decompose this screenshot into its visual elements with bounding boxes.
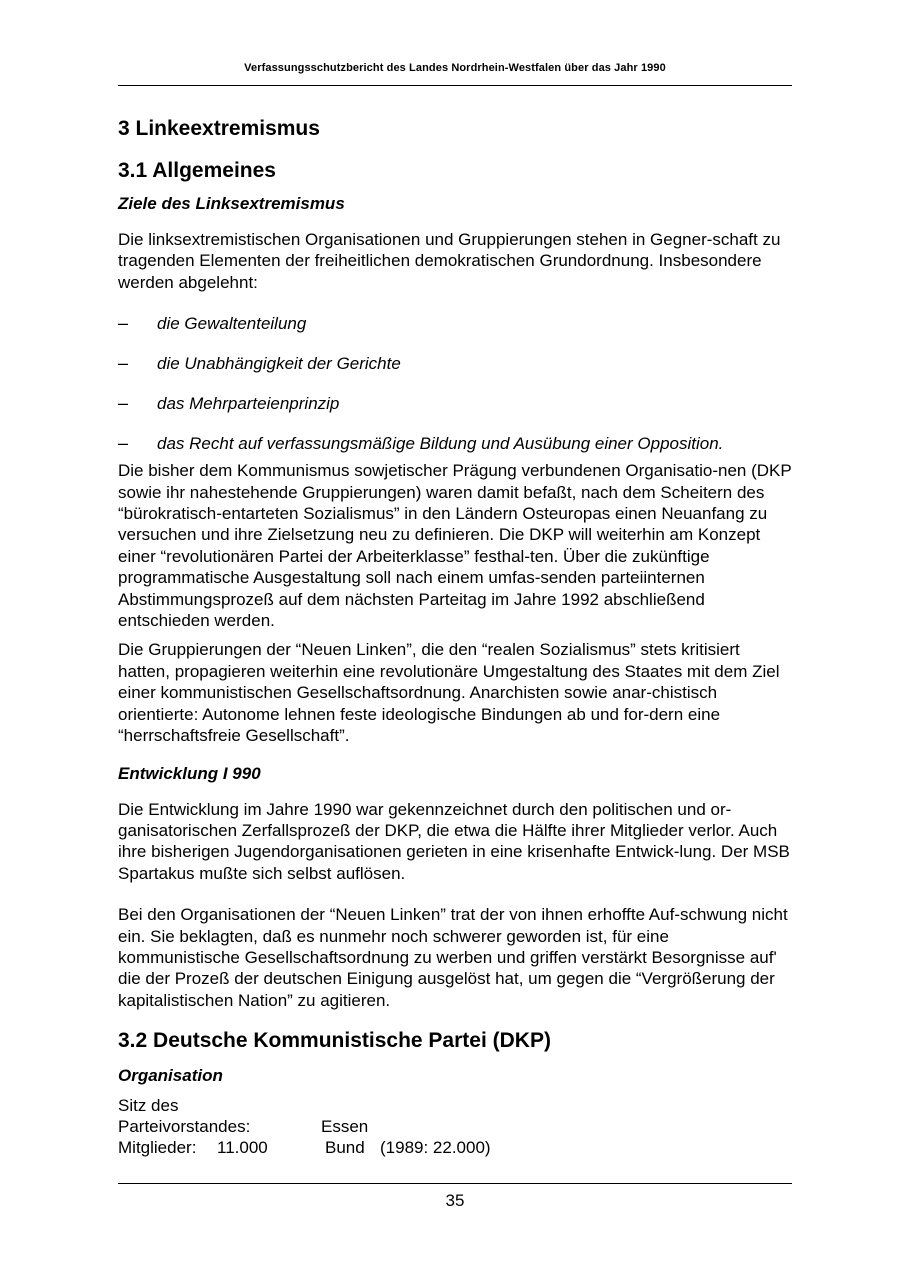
seat-label-line1: Sitz des (118, 1096, 179, 1116)
footer-rule (118, 1183, 792, 1184)
dash-marker: – (118, 393, 129, 414)
org-row-seat (118, 1116, 792, 1137)
members-value: 11.000 (217, 1138, 268, 1158)
members-scope: Bund (325, 1138, 365, 1158)
subheading-development: Entwicklung I 990 (118, 763, 261, 783)
page-number: 35 (445, 1191, 465, 1210)
list-item (118, 353, 792, 374)
section-title-3-2: 3.2 Deutsche Kommunistische Partei (DKP) (118, 1029, 551, 1053)
subheading-goals: Ziele des Linksextremismus (118, 194, 345, 213)
dash-marker: – (118, 353, 129, 374)
org-row-members (118, 1137, 792, 1158)
list-item (118, 313, 792, 334)
list-item (118, 393, 792, 414)
rejected-principles-list (118, 313, 792, 454)
org-row-seat-label (118, 1095, 792, 1116)
members-label: Mitglieder: (118, 1138, 197, 1158)
running-header: Verfassungsschutzbericht des Landes Nordrhein-Westfalen über das Jahr 1990 (244, 62, 666, 74)
organisation-facts (118, 1095, 792, 1158)
header-rule (118, 85, 792, 86)
paragraph-development-2: Bei den Organisationen der “Neuen Linken” trat der von ihnen erhoffte Auf-schwung nicht ein. Sie beklagten, daß es nunmehr noch schwerer geworden ist, für eine kommunistische Gesellschaftsordnung zu werben und griffen verstärkt Besorgnisse auf' die der Prozeß der deutschen Einigung ausgelöst hat, um gegen die “Vergrößerung der kapitalistischen Nation” zu agitieren. (118, 905, 788, 1010)
paragraph-dkp-reorientation: Die bisher dem Kommunismus sowjetischer Prägung verbundenen Organisatio-nen (DKP sowie ihr nahestehende Gruppierungen) waren damit befaßt, nach dem Scheitern des “bürokratisch-entarteten Sozialismus” in den Ländern Osteuropas einen Neuanfang zu versuchen und ihre Zielsetzung neu zu definieren. Die DKP will weiterhin am Konzept einer “revolutionären Partei der Arbeiterklasse” festhal-ten. Über die zukünftige programmatische Ausgestaltung soll nach einem umfas-senden parteiinternen Abstimmungsprozeß auf dem nächsten Parteitag im Jahre 1992 abschließend entschieden werden. (118, 461, 792, 631)
section-title-3-1: 3.1 Allgemeines (118, 159, 276, 182)
paragraph-development-1: Die Entwicklung im Jahre 1990 war gekennzeichnet durch den politischen und or-ganisatorischen Zerfallsprozeß der DKP, die etwa die Hälfte ihrer Mitglieder verlor. Auch ihre bisherigen Jugendorganisationen gerieten in eine krisenhafte Entwick-lung. Der MSB Spartakus mußte sich selbst auflösen. (118, 799, 790, 883)
list-item-text: das Recht auf verfassungsmäßige Bildung und Ausübung einer Opposition. (157, 434, 724, 454)
paragraph-new-left: Die Gruppierungen der “Neuen Linken”, die den “realen Sozialismus” stets kritisiert hatten, propagieren weiterhin eine revolutionäre Umgestaltung des Staates mit dem Ziel einer kommunistischen Gesellschaftsordnung. Anarchisten sowie anar-chistisch orientierte: Autonome lehnen feste ideologische Bindungen ab und for-dern eine “herrschaftsfreie Gesellschaft”. (118, 640, 780, 746)
page-content (118, 115, 792, 1158)
list-item-text: die Gewaltenteilung (157, 314, 307, 334)
seat-value: Essen (321, 1117, 369, 1137)
list-item-text: das Mehrparteienprinzip (157, 394, 340, 414)
members-previous: (1989: 22.000) (380, 1138, 491, 1158)
dash-marker: – (118, 433, 129, 454)
list-item-text: die Unabhängigkeit der Gerichte (157, 354, 401, 374)
list-item (118, 433, 792, 454)
seat-label-line2: Parteivorstandes: (118, 1117, 251, 1137)
intro-paragraph: Die linksextremistischen Organisationen und Gruppierungen stehen in Gegner-schaft zu tragenden Elementen der freiheitlichen demokratischen Grundordnung. Insbesondere werden abgelehnt: (118, 230, 781, 292)
dash-marker: – (118, 313, 129, 334)
subheading-organisation: Organisation (118, 1066, 223, 1086)
chapter-title: 3 Linkeextremismus (118, 117, 320, 140)
